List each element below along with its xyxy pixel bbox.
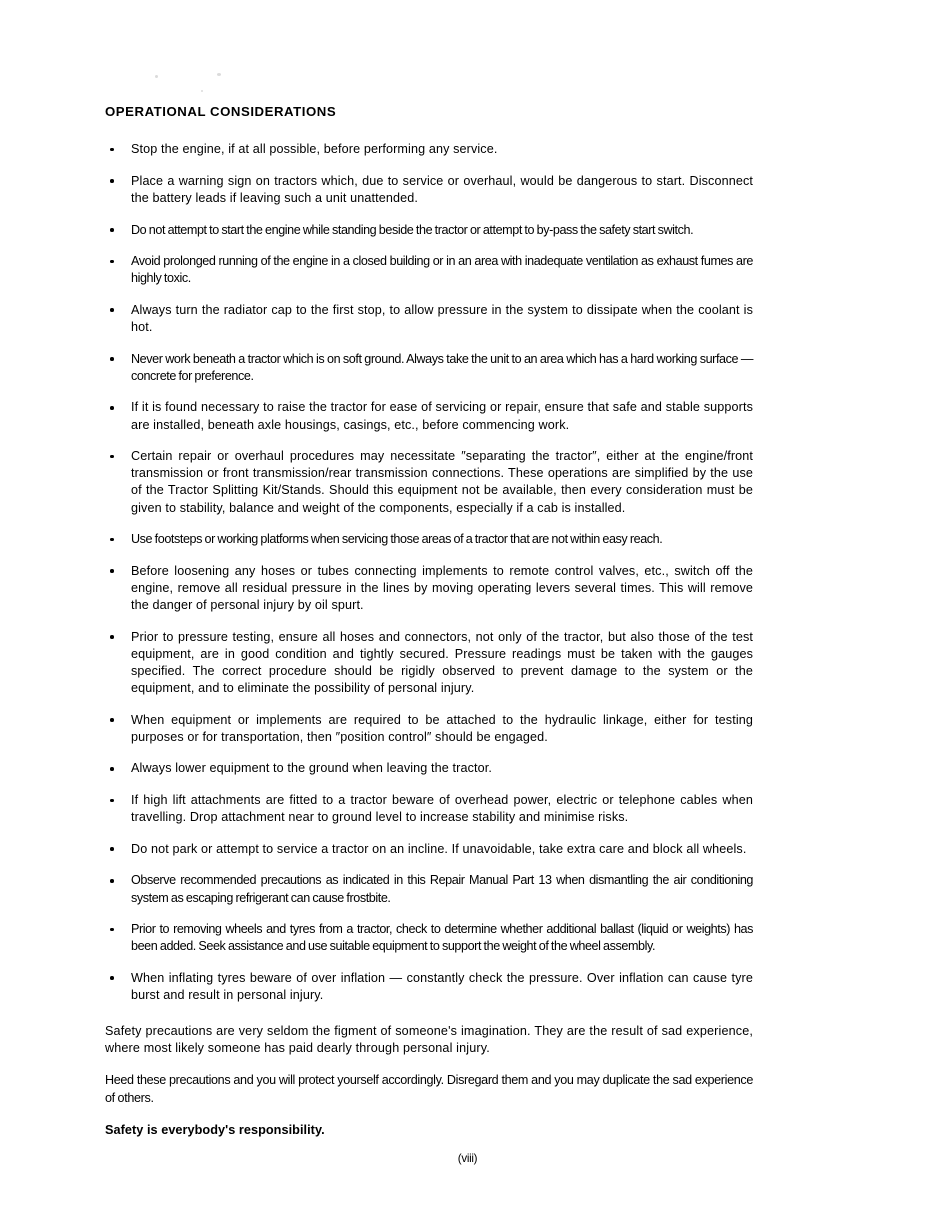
list-item: [105, 141, 753, 158]
list-item: [105, 222, 753, 239]
list-item: [105, 792, 753, 826]
list-item: [105, 563, 753, 614]
list-item-text: Prior to removing wheels and tyres from a tractor, check to determine whether additional ballast (liquid or weights) has been added. Seek assistance and use suitable equipment to support the weight of the wheel assembly.: [131, 922, 753, 954]
bullet-dot-icon: [110, 718, 114, 722]
bullet-dot-icon: [110, 569, 114, 573]
list-item: [105, 448, 753, 517]
bullet-dot-icon: [110, 767, 114, 771]
list-item-text: Always turn the radiator cap to the first stop, to allow pressure in the system to dissipate when the coolant is hot.: [131, 302, 753, 335]
bullet-dot-icon: [110, 148, 114, 152]
page-number: (viii): [457, 1152, 478, 1165]
list-item-text: Use footsteps or working platforms when servicing those areas of a tractor that are not within easy reach.: [131, 532, 663, 547]
closing-section: [105, 1023, 753, 1138]
bullet-dot-icon: [110, 357, 114, 361]
list-item-text: Always lower equipment to the ground when leaving the tractor.: [131, 761, 492, 776]
list-item: [105, 399, 753, 433]
list-item-text: Do not attempt to start the engine while standing beside the tractor or attempt to by-pass the safety start switch.: [131, 222, 694, 237]
closing-paragraph: Heed these precautions and you will protect yourself accordingly. Disregard them and you may duplicate the sad experience of others.: [105, 1073, 753, 1105]
bullet-dot-icon: [110, 228, 114, 232]
list-item-text: Avoid prolonged running of the engine in a closed building or in an area with inadequate ventilation as exhaust fumes are highly toxic.: [131, 254, 753, 286]
scan-artifact: [217, 73, 221, 76]
list-item: [105, 531, 753, 548]
bullet-dot-icon: [110, 308, 114, 312]
bullet-dot-icon: [110, 847, 114, 851]
scan-artifact: [201, 90, 203, 92]
list-item: [105, 302, 753, 336]
list-item-text: Stop the engine, if at all possible, before performing any service.: [131, 142, 498, 157]
bullet-dot-icon: [110, 635, 114, 639]
bullet-dot-icon: [110, 538, 114, 542]
list-item: [105, 351, 753, 385]
list-item: [105, 712, 753, 746]
list-item-text: Certain repair or overhaul procedures may necessitate ″separating the tractor″, either at the engine/front transmission or front transmission/rear transmission connections. These operations are simplified by the use of the Tractor Splitting Kit/Stands. Should this equipment not be available, then every consideration must be given to stability, balance and weight of the components, especially if a cab is installed.: [131, 449, 753, 515]
bullet-dot-icon: [110, 879, 114, 883]
bullet-dot-icon: [110, 406, 114, 410]
list-item: [105, 173, 753, 207]
scan-artifact: [155, 75, 158, 78]
closing-statement: Safety is everybody's responsibility.: [105, 1122, 325, 1137]
list-item: [105, 921, 753, 955]
list-item: [105, 872, 753, 906]
list-item-text: Place a warning sign on tractors which, due to service or overhaul, would be dangerous to start. Disconnect the battery leads if leaving such a unit unattended.: [131, 173, 753, 205]
bullet-dot-icon: [110, 928, 114, 932]
bullet-dot-icon: [110, 799, 114, 803]
list-item-text: If it is found necessary to raise the tractor for ease of servicing or repair, ensure that safe and stable supports are installed, beneath axle housings, casings, etc., before commencing work.: [131, 400, 753, 432]
bullet-dot-icon: [110, 455, 114, 459]
list-item-text: If high lift attachments are fitted to a tractor beware of overhead power, electric or telephone cables when travelling. Drop attachment near to ground level to increase stability and minimise risks.: [131, 793, 753, 825]
list-item: [105, 760, 753, 777]
list-item: [105, 970, 753, 1004]
list-item-text: Do not park or attempt to service a tractor on an incline. If unavoidable, take extra care and block all wheels.: [131, 841, 747, 856]
closing-paragraph: Safety precautions are very seldom the figment of someone's imagination. They are the result of sad experience, where most likely someone has paid dearly through personal injury.: [105, 1024, 753, 1056]
list-item: [105, 253, 753, 287]
bullet-dot-icon: [110, 260, 114, 264]
operational-considerations-list: [105, 141, 753, 1004]
page-title: OPERATIONAL CONSIDERATIONS: [105, 104, 337, 119]
bullet-dot-icon: [110, 976, 114, 980]
document-body: [105, 104, 753, 1138]
list-item: [105, 841, 753, 858]
list-item-text: When inflating tyres beware of over inflation — constantly check the pressure. Over inflation can cause tyre burst and result in personal injury.: [131, 970, 753, 1003]
list-item: [105, 629, 753, 698]
list-item-text: When equipment or implements are required to be attached to the hydraulic linkage, either for testing purposes or for transportation, then ″position control″ should be engaged.: [131, 712, 753, 744]
list-item-text: Before loosening any hoses or tubes connecting implements to remote control valves, etc., switch off the engine, remove all residual pressure in the lines by moving operating levers several times. This will remove the danger of personal injury by oil spurt.: [131, 563, 753, 613]
bullet-dot-icon: [110, 179, 114, 183]
list-item-text: Prior to pressure testing, ensure all hoses and connectors, not only of the tractor, but also those of the test equipment, are in good condition and tightly secured. Pressure readings must be taken with the gauges specified. The correct procedure should be rigidly observed to prevent damage to the system or the equipment, and to eliminate the possibility of personal injury.: [131, 629, 753, 696]
list-item-text: Never work beneath a tractor which is on soft ground. Always take the unit to an area which has a hard working surface — concrete for preference.: [131, 351, 753, 383]
list-item-text: Observe recommended precautions as indicated in this Repair Manual Part 13 when dismantling the air conditioning system as escaping refrigerant can cause frostbite.: [131, 873, 753, 905]
